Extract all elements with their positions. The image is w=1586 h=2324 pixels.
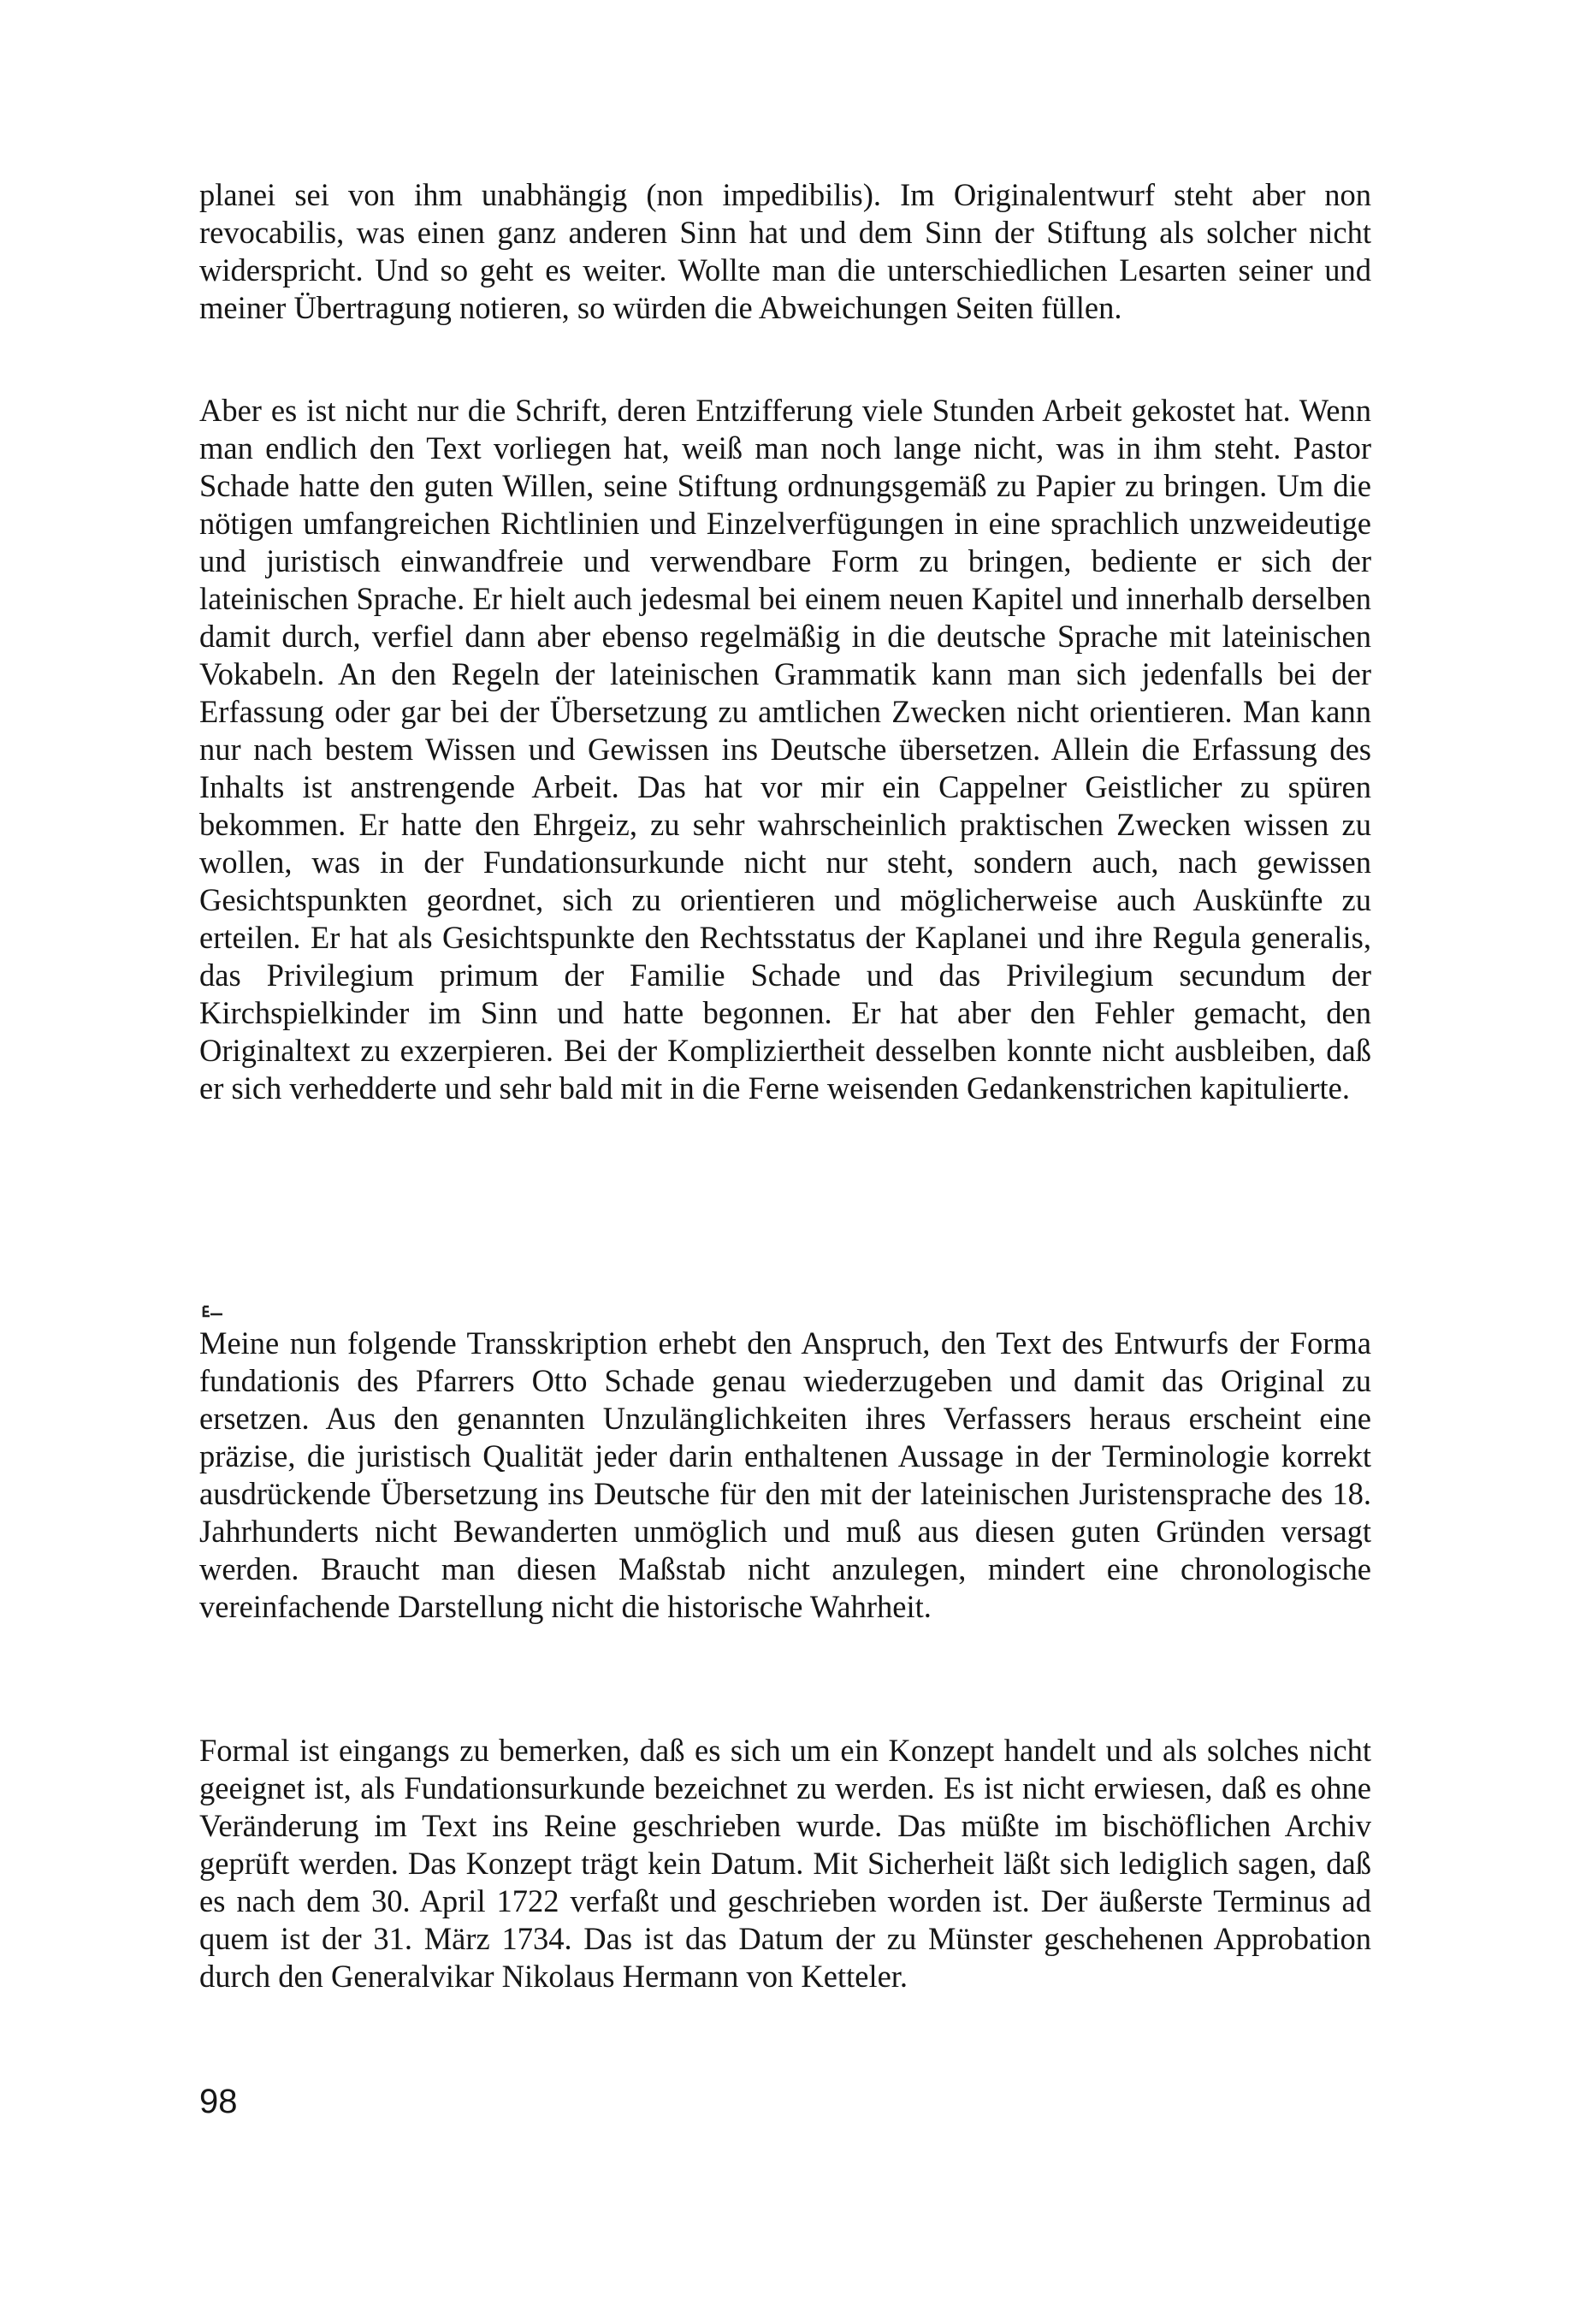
paragraph-text: Formal ist eingangs zu bemerken, daß es sich um ein Konzept handelt und als solches nicht geeignet ist, als Fundationsurkunde bezeichnet zu werden. Es ist nicht erwiesen, daß es ohne Veränderung im Text ins Reine geschrieben wurde. Das müßte im bischöflichen Archiv geprüft werden. Das Konzept trägt kein Datum. Mit Sicherheit läßt sich lediglich sagen, daß es nach dem 30. April 1722 verfaßt und geschrieben worden ist. Der äußerste Terminus ad quem ist der 31. März 1734. Das ist das Datum der zu Münster geschehenen Approbation durch den Generalvikar Nikolaus Hermann von Ketteler.	[199, 1733, 1371, 1994]
paragraph-1	[199, 176, 1371, 327]
paragraph-4	[199, 1732, 1371, 1995]
scan-artifact-mark	[202, 1304, 224, 1319]
paragraph-2	[199, 392, 1371, 1107]
page-number: 98	[199, 2083, 238, 2120]
paragraph-3	[199, 1325, 1371, 1626]
paragraph-text: Meine nun folgende Transskription erhebt den Anspruch, den Text des Entwurfs der Forma fundationis des Pfarrers Otto Schade genau wiederzugeben und damit das Original zu ersetzen. Aus den genannten Unzulänglichkeiten ihres Verfassers heraus erscheint eine präzise, die juristisch Qualität jeder darin enthaltenen Aussage in der Terminologie korrekt ausdrückende Übersetzung ins Deutsche für den mit der lateinischen Juristensprache des 18. Jahrhunderts nicht Bewanderten unmöglich und muß aus diesen guten Gründen versagt werden. Braucht man diesen Maßstab nicht anzulegen, mindert eine chronologische vereinfachende Darstellung nicht die historische Wahrheit.	[199, 1325, 1371, 1624]
paragraph-text: Aber es ist nicht nur die Schrift, deren Entzifferung viele Stunden Arbeit gekostet hat. Wenn man endlich den Text vorliegen hat, weiß man noch lange nicht, was in ihm steht. Pastor Schade hatte den guten Willen, seine Stiftung ordnungsgemäß zu Papier zu bringen. Um die nötigen umfangreichen Richtlinien und Einzelverfügungen in eine sprachlich unzweideutige und juristisch einwandfreie und verwendbare Form zu bringen, bediente er sich der lateinischen Sprache. Er hielt auch jedesmal bei einem neuen Kapitel und innerhalb derselben damit durch, verfiel dann aber ebenso regelmäßig in die deutsche Sprache mit lateinischen Vokabeln. An den Regeln der lateinischen Grammatik kann man sich jedenfalls bei der Erfassung oder gar bei der Übersetzung zu amtlichen Zwecken nicht orientieren. Man kann nur nach bestem Wissen und Gewissen ins Deutsche übersetzen. Allein die Erfassung des Inhalts ist anstrengende Arbeit. Das hat vor mir ein Cappelner Geistlicher zu spüren bekommen. Er hatte den Ehrgeiz, zu sehr wahrscheinlich praktischen Zwecken wissen zu wollen, was in der Fundationsurkunde nicht nur steht, sondern auch, nach gewissen Gesichtspunkten geordnet, sich zu orientieren und möglicherweise auch Auskünfte zu erteilen. Er hat als Gesichtspunkte den Rechtsstatus der Kaplanei und ihre Regula generalis, das Privilegium primum der Familie Schade und das Privilegium secundum der Kirchspielkinder im Sinn und hatte begonnen. Er hat aber den Fehler gemacht, den Originaltext zu exzerpieren. Bei der Kompliziertheit desselben konnte nicht ausbleiben, daß er sich verhedderte und sehr bald mit in die Ferne weisenden Gedankenstrichen kapitulierte.	[199, 393, 1371, 1106]
paragraph-text: planei sei von ihm unabhängig (non impedibilis). Im Originalentwurf steht aber non revocabilis, was einen ganz anderen Sinn hat und dem Sinn der Stiftung als solcher nicht widerspricht. Und so geht es weiter. Wollte man die unterschiedlichen Lesarten seiner und meiner Übertragung notieren, so würden die Abweichungen Seiten füllen.	[199, 177, 1371, 325]
